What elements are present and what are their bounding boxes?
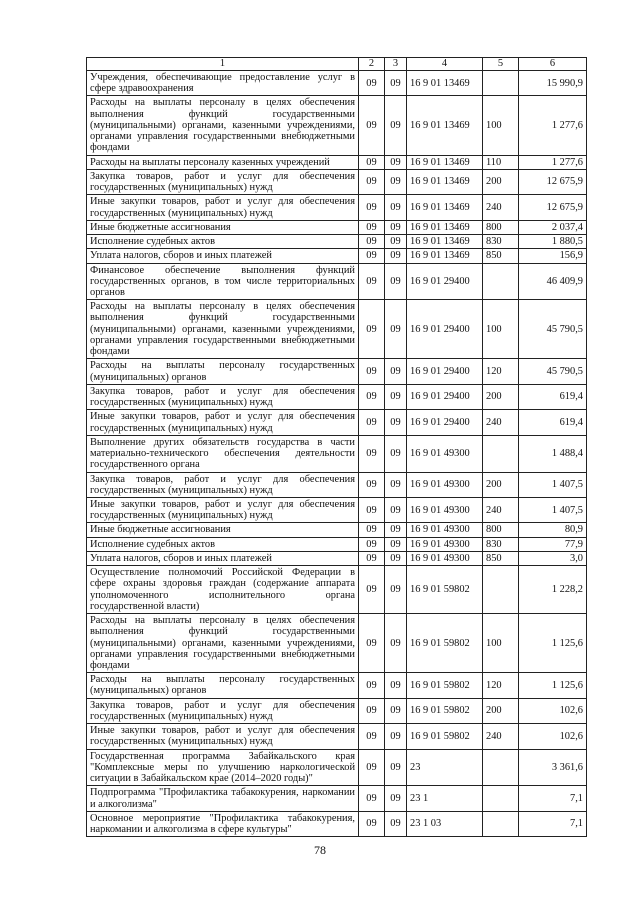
section-code: 09	[359, 537, 385, 551]
expense-type-code: 240	[483, 497, 519, 522]
item-name: Подпрограмма "Профилактика табакокурения, наркомании и алкоголизма"	[87, 786, 359, 811]
column-number: 5	[483, 58, 519, 71]
expense-type-code: 100	[483, 96, 519, 155]
table-body	[87, 71, 587, 837]
section-code: 09	[359, 220, 385, 234]
table-row	[87, 786, 587, 811]
target-article-code: 16 9 01 29400	[407, 410, 483, 435]
amount: 156,9	[519, 249, 587, 263]
table-row	[87, 551, 587, 565]
table-row	[87, 169, 587, 194]
section-code: 09	[359, 263, 385, 300]
subsection-code: 09	[385, 235, 407, 249]
table-row	[87, 155, 587, 169]
expense-type-code: 110	[483, 155, 519, 169]
table-row	[87, 673, 587, 698]
item-name: Финансовое обеспечение выполнения функций государственных органов, в том числе территориальных органов	[87, 263, 359, 300]
expense-type-code: 100	[483, 614, 519, 673]
expense-type-code: 200	[483, 384, 519, 409]
expense-type-code	[483, 566, 519, 614]
target-article-code: 16 9 01 49300	[407, 435, 483, 472]
table-row	[87, 497, 587, 522]
table-row	[87, 811, 587, 836]
target-article-code: 16 9 01 29400	[407, 263, 483, 300]
section-code: 09	[359, 724, 385, 749]
table-row	[87, 698, 587, 723]
target-article-code: 16 9 01 59802	[407, 673, 483, 698]
target-article-code: 16 9 01 49300	[407, 472, 483, 497]
subsection-code: 09	[385, 811, 407, 836]
table-row	[87, 263, 587, 300]
item-name: Иные закупки товаров, работ и услуг для обеспечения государственных (муниципальных) нужд	[87, 497, 359, 522]
section-code: 09	[359, 614, 385, 673]
item-name: Иные закупки товаров, работ и услуг для обеспечения государственных (муниципальных) нужд	[87, 410, 359, 435]
expense-type-code: 800	[483, 523, 519, 537]
subsection-code: 09	[385, 71, 407, 96]
item-name: Расходы на выплаты персоналу государственных (муниципальных) органов	[87, 359, 359, 384]
section-code: 09	[359, 472, 385, 497]
section-code: 09	[359, 235, 385, 249]
table-row	[87, 359, 587, 384]
target-article-code: 16 9 01 29400	[407, 300, 483, 359]
subsection-code: 09	[385, 410, 407, 435]
item-name: Учреждения, обеспечивающие предоставление услуг в сфере здравоохранения	[87, 71, 359, 96]
amount: 3,0	[519, 551, 587, 565]
target-article-code: 16 9 01 49300	[407, 523, 483, 537]
expense-type-code: 200	[483, 698, 519, 723]
subsection-code: 09	[385, 384, 407, 409]
amount: 619,4	[519, 410, 587, 435]
section-code: 09	[359, 249, 385, 263]
expense-type-code: 830	[483, 537, 519, 551]
amount: 102,6	[519, 724, 587, 749]
target-article-code: 16 9 01 13469	[407, 195, 483, 220]
subsection-code: 09	[385, 155, 407, 169]
column-number-row	[87, 58, 587, 71]
item-name: Иные бюджетные ассигнования	[87, 523, 359, 537]
target-article-code: 16 9 01 59802	[407, 566, 483, 614]
section-code: 09	[359, 435, 385, 472]
section-code: 09	[359, 749, 385, 786]
subsection-code: 09	[385, 169, 407, 194]
section-code: 09	[359, 359, 385, 384]
item-name: Уплата налогов, сборов и иных платежей	[87, 551, 359, 565]
table-row	[87, 410, 587, 435]
amount: 12 675,9	[519, 195, 587, 220]
target-article-code: 16 9 01 59802	[407, 698, 483, 723]
amount: 45 790,5	[519, 300, 587, 359]
subsection-code: 09	[385, 551, 407, 565]
section-code: 09	[359, 551, 385, 565]
subsection-code: 09	[385, 724, 407, 749]
document-page	[86, 57, 586, 837]
section-code: 09	[359, 566, 385, 614]
item-name: Закупка товаров, работ и услуг для обеспечения государственных (муниципальных) нужд	[87, 472, 359, 497]
amount: 1 228,2	[519, 566, 587, 614]
subsection-code: 09	[385, 673, 407, 698]
target-article-code: 16 9 01 13469	[407, 249, 483, 263]
subsection-code: 09	[385, 220, 407, 234]
subsection-code: 09	[385, 497, 407, 522]
subsection-code: 09	[385, 749, 407, 786]
expense-type-code: 850	[483, 249, 519, 263]
target-article-code: 16 9 01 49300	[407, 551, 483, 565]
table-row	[87, 566, 587, 614]
item-name: Государственная программа Забайкальского края "Комплексные меры по улучшению наркологической ситуации в Забайкальском крае (2014–2020 годы)"	[87, 749, 359, 786]
amount: 12 675,9	[519, 169, 587, 194]
column-number: 6	[519, 58, 587, 71]
target-article-code: 16 9 01 13469	[407, 155, 483, 169]
target-article-code: 16 9 01 29400	[407, 359, 483, 384]
table-row	[87, 96, 587, 155]
column-number: 2	[359, 58, 385, 71]
table-row	[87, 300, 587, 359]
expense-type-code	[483, 786, 519, 811]
expense-type-code: 120	[483, 359, 519, 384]
budget-table	[86, 57, 587, 837]
item-name: Выполнение других обязательств государства в части материально-технического обеспечения деятельности государственного органа	[87, 435, 359, 472]
table-row	[87, 384, 587, 409]
section-code: 09	[359, 523, 385, 537]
item-name: Расходы на выплаты персоналу государственных (муниципальных) органов	[87, 673, 359, 698]
subsection-code: 09	[385, 249, 407, 263]
column-number: 3	[385, 58, 407, 71]
column-number: 4	[407, 58, 483, 71]
subsection-code: 09	[385, 195, 407, 220]
target-article-code: 16 9 01 49300	[407, 497, 483, 522]
target-article-code: 23 1	[407, 786, 483, 811]
section-code: 09	[359, 195, 385, 220]
item-name: Иные закупки товаров, работ и услуг для обеспечения государственных (муниципальных) нужд	[87, 724, 359, 749]
expense-type-code	[483, 71, 519, 96]
item-name: Закупка товаров, работ и услуг для обеспечения государственных (муниципальных) нужд	[87, 698, 359, 723]
table-row	[87, 220, 587, 234]
item-name: Основное мероприятие "Профилактика табакокурения, наркомании и алкоголизма в сфере культуры"	[87, 811, 359, 836]
table-row	[87, 249, 587, 263]
amount: 77,9	[519, 537, 587, 551]
subsection-code: 09	[385, 614, 407, 673]
table-row	[87, 724, 587, 749]
table-row	[87, 749, 587, 786]
subsection-code: 09	[385, 96, 407, 155]
section-code: 09	[359, 698, 385, 723]
subsection-code: 09	[385, 435, 407, 472]
subsection-code: 09	[385, 566, 407, 614]
subsection-code: 09	[385, 523, 407, 537]
amount: 619,4	[519, 384, 587, 409]
section-code: 09	[359, 384, 385, 409]
amount: 7,1	[519, 786, 587, 811]
amount: 15 990,9	[519, 71, 587, 96]
subsection-code: 09	[385, 359, 407, 384]
table-row	[87, 195, 587, 220]
item-name: Закупка товаров, работ и услуг для обеспечения государственных (муниципальных) нужд	[87, 384, 359, 409]
subsection-code: 09	[385, 472, 407, 497]
expense-type-code: 200	[483, 169, 519, 194]
subsection-code: 09	[385, 537, 407, 551]
amount: 46 409,9	[519, 263, 587, 300]
target-article-code: 16 9 01 59802	[407, 724, 483, 749]
table-row	[87, 435, 587, 472]
expense-type-code: 200	[483, 472, 519, 497]
item-name: Исполнение судебных актов	[87, 235, 359, 249]
expense-type-code: 850	[483, 551, 519, 565]
expense-type-code	[483, 263, 519, 300]
target-article-code: 16 9 01 13469	[407, 169, 483, 194]
target-article-code: 16 9 01 13469	[407, 235, 483, 249]
amount: 1 125,6	[519, 614, 587, 673]
page-number: 78	[314, 843, 326, 857]
amount: 1 125,6	[519, 673, 587, 698]
table-row	[87, 472, 587, 497]
expense-type-code: 100	[483, 300, 519, 359]
section-code: 09	[359, 71, 385, 96]
amount: 1 880,5	[519, 235, 587, 249]
table-row	[87, 235, 587, 249]
section-code: 09	[359, 811, 385, 836]
table-row	[87, 71, 587, 96]
item-name: Расходы на выплаты персоналу казенных учреждений	[87, 155, 359, 169]
target-article-code: 16 9 01 29400	[407, 384, 483, 409]
expense-type-code: 120	[483, 673, 519, 698]
target-article-code: 16 9 01 59802	[407, 614, 483, 673]
amount: 1 277,6	[519, 96, 587, 155]
item-name: Расходы на выплаты персоналу в целях обеспечения выполнения функций государственными (муниципальными) органами, казенными учреждениями, органами управления государственными внебюджетными фондами	[87, 96, 359, 155]
amount: 80,9	[519, 523, 587, 537]
table-row	[87, 614, 587, 673]
item-name: Осуществление полномочий Российской Федерации в сфере охраны здоровья граждан (содержание аппарата уполномоченного исполнительного органа государственной власти)	[87, 566, 359, 614]
amount: 3 361,6	[519, 749, 587, 786]
target-article-code: 16 9 01 13469	[407, 220, 483, 234]
item-name: Расходы на выплаты персоналу в целях обеспечения выполнения функций государственными (муниципальными) органами, казенными учреждениями, органами управления государственными внебюджетными фондами	[87, 300, 359, 359]
amount: 2 037,4	[519, 220, 587, 234]
column-number: 1	[87, 58, 359, 71]
amount: 45 790,5	[519, 359, 587, 384]
expense-type-code	[483, 749, 519, 786]
item-name: Исполнение судебных актов	[87, 537, 359, 551]
amount: 1 488,4	[519, 435, 587, 472]
section-code: 09	[359, 673, 385, 698]
expense-type-code: 240	[483, 195, 519, 220]
subsection-code: 09	[385, 263, 407, 300]
subsection-code: 09	[385, 698, 407, 723]
expense-type-code: 240	[483, 724, 519, 749]
expense-type-code	[483, 435, 519, 472]
section-code: 09	[359, 300, 385, 359]
amount: 1 407,5	[519, 497, 587, 522]
section-code: 09	[359, 786, 385, 811]
amount: 7,1	[519, 811, 587, 836]
table-row	[87, 523, 587, 537]
expense-type-code: 240	[483, 410, 519, 435]
table-row	[87, 537, 587, 551]
target-article-code: 23	[407, 749, 483, 786]
expense-type-code: 800	[483, 220, 519, 234]
subsection-code: 09	[385, 300, 407, 359]
section-code: 09	[359, 155, 385, 169]
item-name: Расходы на выплаты персоналу в целях обеспечения выполнения функций государственными (муниципальными) органами, казенными учреждениями, органами управления государственными внебюджетными фондами	[87, 614, 359, 673]
amount: 1 407,5	[519, 472, 587, 497]
expense-type-code	[483, 811, 519, 836]
section-code: 09	[359, 169, 385, 194]
item-name: Иные закупки товаров, работ и услуг для обеспечения государственных (муниципальных) нужд	[87, 195, 359, 220]
expense-type-code: 830	[483, 235, 519, 249]
item-name: Уплата налогов, сборов и иных платежей	[87, 249, 359, 263]
target-article-code: 16 9 01 13469	[407, 71, 483, 96]
item-name: Иные бюджетные ассигнования	[87, 220, 359, 234]
amount: 1 277,6	[519, 155, 587, 169]
target-article-code: 16 9 01 13469	[407, 96, 483, 155]
section-code: 09	[359, 410, 385, 435]
target-article-code: 16 9 01 49300	[407, 537, 483, 551]
amount: 102,6	[519, 698, 587, 723]
section-code: 09	[359, 497, 385, 522]
section-code: 09	[359, 96, 385, 155]
subsection-code: 09	[385, 786, 407, 811]
target-article-code: 23 1 03	[407, 811, 483, 836]
item-name: Закупка товаров, работ и услуг для обеспечения государственных (муниципальных) нужд	[87, 169, 359, 194]
